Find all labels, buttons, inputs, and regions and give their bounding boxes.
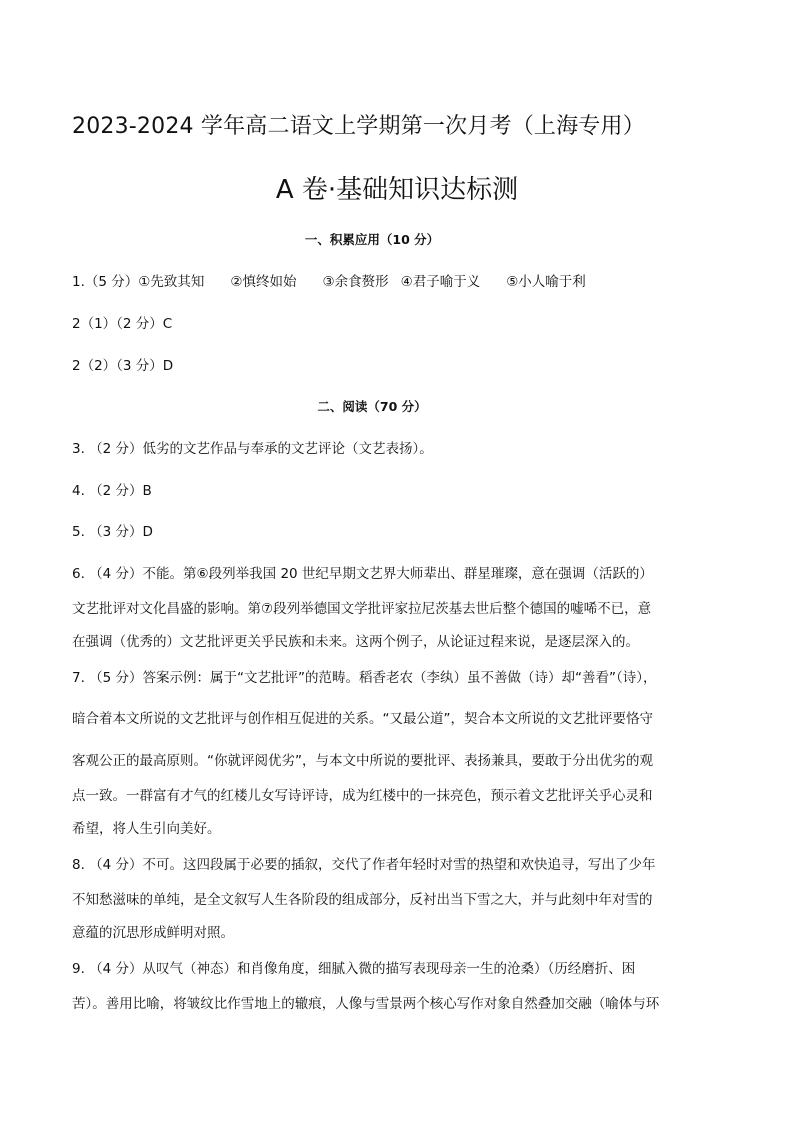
document-title: 2023-2024 学年高二语文上学期第一次月考（上海专用） [72,114,645,139]
answer-q1-part5: ⑤小人喻于利 [506,274,586,290]
answer-q1-part1: 1.（5 分）①先致其知 [72,274,205,290]
answer-q8-line3: 意蕴的沉思形成鲜明对照。 [72,925,234,941]
answer-q2-1: 2（1）（2 分）C [72,316,173,332]
answer-q7-line5: 希望，将人生引向美好。 [72,821,221,837]
answer-q7-line1: 7. （5 分）答案示例：属于“文艺批评”的范畴。稻香老农（李纨）虽不善做（诗）却“善看”（诗）， [72,670,657,686]
answer-q2-2: 2（2）（3 分）D [72,358,174,374]
answer-q1-part3: ③余食赘形 [322,274,389,290]
answer-q7-line3: 客观公正的最高原则。“你就评阅优劣”，与本文中所说的要批评、表扬兼具，要敢于分出优劣的观 [72,753,653,769]
answer-q4: 4. （2 分）B [72,483,152,499]
answer-q7-line2: 暗合着本文所说的文艺批评与创作相互促进的关系。“又最公道”，契合本文所说的文艺批评要恪守 [72,711,653,727]
answer-q8-line2: 不知愁滋味的单纯，是全文叙写人生各阶段的组成部分，反衬出当下雪之大，并与此刻中年对雪的 [72,892,653,908]
answer-q9-line2: 苦）。善用比喻，将皱纹比作雪地上的辙痕，人像与雪景两个核心写作对象自然叠加交融（喻体与环 [72,996,660,1012]
answer-q1 [72,272,682,292]
section-heading-accumulation: 一、积累应用（10 分） [304,232,440,247]
answer-q7-line4: 点一致。一群富有才气的红楼儿女写诗评诗，成为红楼中的一抹亮色，预示着文艺批评关乎心灵和 [72,788,653,804]
answer-q5: 5. （3 分）D [72,524,153,540]
answer-q8-line1: 8. （4 分）不可。这四段属于必要的插叙，交代了作者年轻时对雪的热望和欢快追寻，写出了少年 [72,857,656,873]
answer-q1-part4: ④君子喻于义 [400,274,481,290]
answer-q6-line1: 6. （4 分）不能。第⑥段列举我国 20 世纪早期文艺界大师辈出、群星璀璨，意在强调（活跃的） [72,566,653,582]
answer-q1-part2: ②慎终如始 [230,274,297,290]
document-subtitle: A 卷·基础知识达标测 [275,175,519,205]
section-heading-reading: 二、阅读（70 分） [317,399,427,414]
answer-q3: 3. （2 分）低劣的文艺作品与奉承的文艺评论（文艺表扬）。 [72,441,433,457]
answer-q6-line3: 在强调（优秀的）文艺批评更关乎民族和未来。这两个例子，从论证过程来说，是逐层深入的。 [72,634,639,650]
answer-q6-line2: 文艺批评对文化昌盛的影响。第⑦段列举德国文学批评家拉尼茨基去世后整个德国的嘘唏不已，意 [72,601,652,617]
answer-q9-line1: 9. （4 分）从叹气（神态）和肖像角度，细腻入微的描写表现母亲一生的沧桑）（历经磨折、困 [72,961,636,977]
